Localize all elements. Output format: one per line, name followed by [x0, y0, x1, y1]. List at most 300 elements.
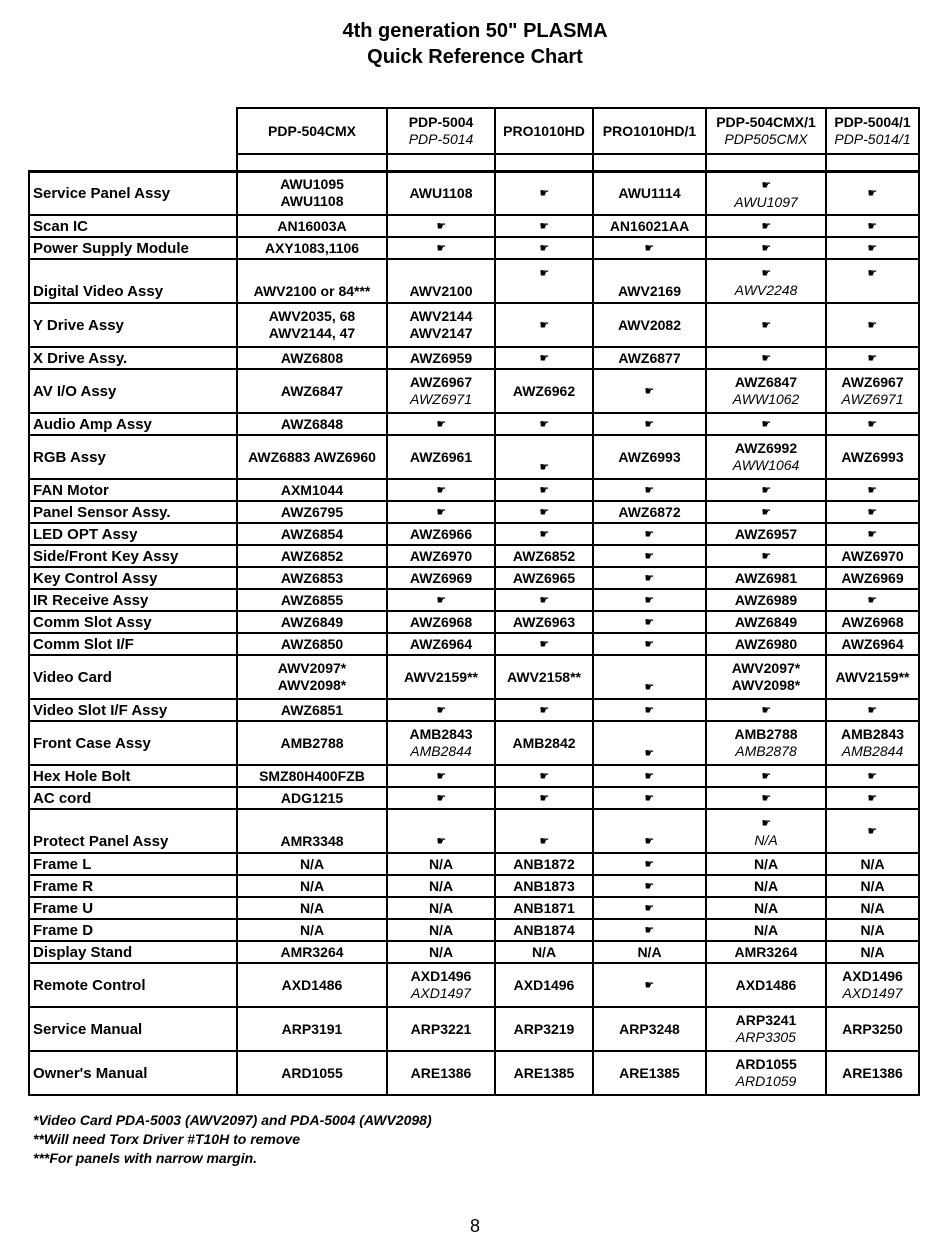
part-number: AN16021AA — [609, 217, 690, 234]
row-label: LED OPT Assy — [29, 523, 237, 545]
pointing-hand-icon: ☛ — [539, 834, 549, 848]
part-cell — [593, 479, 706, 501]
part-cell — [387, 479, 495, 501]
pointing-hand-icon: ☛ — [761, 177, 771, 192]
title-line-1: 4th generation 50" PLASMA — [342, 20, 608, 42]
part-cell — [237, 435, 387, 479]
pointing-hand-icon: ☛ — [761, 318, 771, 332]
part-cell — [495, 1051, 593, 1095]
part-number: AMB2842 — [512, 734, 576, 751]
row-label: Frame R — [29, 875, 237, 897]
part-number: AWZ6980 — [734, 635, 798, 652]
alt-part-number: AMB2844 — [841, 743, 904, 759]
part-cell — [237, 765, 387, 787]
part-number: AWZ6969 — [409, 569, 473, 586]
part-cell — [387, 919, 495, 941]
part-number: AWZ6964 — [841, 635, 904, 652]
part-number: ANB1873 — [513, 877, 575, 894]
part-number: AWV2035, 68 — [268, 308, 356, 324]
row-label: Video Card — [29, 655, 237, 699]
pointing-hand-icon: ☛ — [761, 549, 771, 563]
part-cell — [237, 963, 387, 1007]
pointing-hand-icon: ☛ — [761, 505, 771, 519]
part-cell — [706, 919, 826, 941]
part-number: AWZ6962 — [512, 382, 576, 399]
part-number: AWU1114 — [618, 184, 681, 201]
row-label: Audio Amp Assy — [29, 413, 237, 435]
part-cell — [706, 171, 826, 215]
part-number: AMB2788 — [734, 726, 798, 742]
part-cell — [593, 435, 706, 479]
part-cell — [387, 413, 495, 435]
table-row — [29, 369, 919, 413]
part-cell — [387, 941, 495, 963]
pointing-hand-icon: ☛ — [761, 703, 771, 717]
part-cell — [826, 897, 919, 919]
row-label: Protect Panel Assy — [29, 809, 237, 853]
part-number: AXD1496 — [513, 976, 575, 993]
part-cell — [387, 237, 495, 259]
pointing-hand-icon: ☛ — [436, 593, 446, 607]
part-number: N/A — [428, 943, 454, 960]
part-cell — [826, 303, 919, 347]
table-row — [29, 897, 919, 919]
pointing-hand-icon: ☛ — [644, 615, 655, 629]
part-number: N/A — [860, 855, 885, 872]
part-cell — [237, 259, 387, 303]
pointing-hand-icon: ☛ — [539, 219, 549, 233]
table-body — [29, 171, 919, 1095]
part-cell — [593, 523, 706, 545]
table-row — [29, 765, 919, 787]
part-number: AMB2843 — [840, 726, 905, 742]
alt-part-number: AWZ6971 — [841, 391, 904, 407]
part-cell — [826, 567, 919, 589]
part-cell — [593, 633, 706, 655]
part-cell — [237, 567, 387, 589]
footnote: ***For panels with narrow margin. — [33, 1150, 258, 1166]
part-cell — [706, 1051, 826, 1095]
part-cell — [237, 369, 387, 413]
part-cell — [593, 897, 706, 919]
part-number: N/A — [428, 899, 454, 916]
part-cell — [495, 303, 593, 347]
part-number: AWV2100 or 84*** — [253, 283, 371, 299]
part-cell — [593, 545, 706, 567]
part-cell — [495, 501, 593, 523]
part-number: AWZ6883 AWZ6960 — [248, 448, 376, 465]
part-cell — [495, 853, 593, 875]
table-row — [29, 479, 919, 501]
table-row — [29, 1007, 919, 1051]
part-cell — [826, 721, 919, 765]
alt-part-number: AWW1064 — [732, 457, 800, 473]
table-row — [29, 809, 919, 853]
column-header: PDP-5004 PDP-5014 — [387, 108, 495, 154]
part-cell — [826, 853, 919, 875]
part-number: ANB1871 — [513, 899, 575, 916]
part-number: AWV2147 — [409, 325, 473, 341]
part-number: AWZ6970 — [841, 547, 904, 564]
part-cell — [706, 413, 826, 435]
part-cell — [495, 567, 593, 589]
part-number: AWV2097* — [277, 660, 347, 676]
part-cell — [495, 369, 593, 413]
row-label: Hex Hole Bolt — [29, 765, 237, 787]
part-number: AWZ6981 — [734, 569, 798, 586]
part-cell — [706, 853, 826, 875]
table-row — [29, 567, 919, 589]
part-cell — [237, 787, 387, 809]
part-cell — [826, 215, 919, 237]
pointing-hand-icon: ☛ — [644, 549, 655, 563]
part-number: AWZ6959 — [409, 349, 473, 366]
part-number: AWZ6992 — [734, 440, 798, 456]
pointing-hand-icon: ☛ — [539, 505, 549, 519]
pointing-hand-icon: ☛ — [539, 593, 549, 607]
part-cell — [495, 655, 593, 699]
part-cell — [237, 875, 387, 897]
part-cell — [826, 633, 919, 655]
table-row — [29, 919, 919, 941]
part-number: AWZ6854 — [280, 525, 344, 542]
part-cell — [593, 699, 706, 721]
pointing-hand-icon: ☛ — [867, 318, 878, 332]
part-cell — [826, 171, 919, 215]
part-number: AWZ6808 — [280, 349, 344, 366]
part-number: ADG1215 — [280, 789, 344, 806]
pointing-hand-icon: ☛ — [436, 834, 446, 848]
part-number: AWZ6970 — [409, 547, 473, 564]
part-cell — [826, 369, 919, 413]
pointing-hand-icon: ☛ — [867, 791, 878, 805]
pointing-hand-icon: ☛ — [539, 241, 549, 255]
alt-part-number: N/A — [754, 831, 778, 848]
part-number: N/A — [753, 899, 779, 916]
row-label: Front Case Assy — [29, 721, 237, 765]
part-cell — [237, 633, 387, 655]
part-cell — [706, 633, 826, 655]
part-number: AN16003A — [277, 217, 347, 234]
part-number: AXD1496 — [842, 968, 903, 984]
part-number: AWZ6852 — [280, 547, 344, 564]
part-cell — [495, 963, 593, 1007]
row-label: X Drive Assy. — [29, 347, 237, 369]
part-cell — [387, 611, 495, 633]
part-number: AWZ6968 — [841, 613, 904, 630]
part-cell — [495, 941, 593, 963]
alt-part-number: AMB2844 — [410, 743, 472, 759]
table-row — [29, 501, 919, 523]
pointing-hand-icon: ☛ — [867, 351, 878, 365]
row-label: Y Drive Assy — [29, 303, 237, 347]
pointing-hand-icon: ☛ — [539, 703, 549, 717]
part-cell — [826, 479, 919, 501]
part-number: AWZ6795 — [280, 503, 344, 520]
pointing-hand-icon: ☛ — [867, 593, 878, 607]
part-cell — [237, 721, 387, 765]
part-cell — [495, 215, 593, 237]
part-cell — [706, 303, 826, 347]
part-cell — [387, 501, 495, 523]
row-label: Owner's Manual — [29, 1051, 237, 1095]
part-cell — [706, 567, 826, 589]
part-number: ARP3191 — [281, 1020, 343, 1037]
part-cell — [826, 611, 919, 633]
pointing-hand-icon: ☛ — [539, 483, 549, 497]
part-number: AXD1496 — [410, 968, 472, 984]
part-cell — [237, 215, 387, 237]
part-cell — [826, 523, 919, 545]
pointing-hand-icon: ☛ — [867, 527, 878, 541]
part-cell — [387, 765, 495, 787]
part-number: N/A — [753, 921, 779, 938]
part-cell — [387, 589, 495, 611]
part-number: AWZ6849 — [280, 613, 344, 630]
pointing-hand-icon: ☛ — [644, 703, 655, 717]
part-number: AWU1095 — [280, 176, 344, 193]
part-number: ANB1874 — [513, 921, 575, 938]
part-number: AWZ6852 — [512, 547, 576, 564]
part-cell — [387, 215, 495, 237]
part-cell — [237, 237, 387, 259]
part-cell — [237, 303, 387, 347]
table-row — [29, 611, 919, 633]
pointing-hand-icon: ☛ — [644, 571, 655, 585]
corner-blank — [29, 108, 237, 154]
part-number: AXD1486 — [281, 976, 343, 993]
part-cell — [237, 171, 387, 215]
pointing-hand-icon: ☛ — [644, 857, 655, 871]
pointing-hand-icon: ☛ — [761, 241, 771, 255]
part-cell — [593, 1007, 706, 1051]
row-label: Service Panel Assy — [29, 171, 237, 215]
part-number: AWZ6966 — [409, 525, 473, 542]
alt-part-number: AXD1497 — [411, 985, 471, 1001]
part-cell — [706, 479, 826, 501]
part-number: N/A — [299, 855, 325, 872]
part-number: AWZ6967 — [409, 374, 473, 390]
part-number: N/A — [860, 877, 885, 894]
part-cell — [495, 237, 593, 259]
part-number: N/A — [299, 899, 325, 916]
part-cell — [706, 941, 826, 963]
part-cell — [706, 875, 826, 897]
part-cell — [593, 1051, 706, 1095]
part-cell — [495, 611, 593, 633]
part-number: AWZ6965 — [512, 569, 576, 586]
part-number: N/A — [637, 943, 662, 960]
part-number: ARP3250 — [842, 1020, 903, 1037]
part-cell — [706, 721, 826, 765]
part-cell — [495, 259, 593, 303]
header-row — [29, 108, 919, 154]
table-row — [29, 941, 919, 963]
part-cell — [237, 545, 387, 567]
part-number: AWZ6848 — [280, 415, 344, 432]
column-header: PRO1010HD/1 — [593, 108, 706, 154]
part-cell — [593, 215, 706, 237]
part-cell — [495, 633, 593, 655]
part-cell — [593, 589, 706, 611]
part-number: AWZ6850 — [280, 635, 344, 652]
part-number: ARE1385 — [513, 1064, 575, 1081]
row-label: Frame L — [29, 853, 237, 875]
part-cell — [706, 611, 826, 633]
pointing-hand-icon: ☛ — [867, 824, 878, 838]
row-label: Frame U — [29, 897, 237, 919]
table-row — [29, 875, 919, 897]
row-label: FAN Motor — [29, 479, 237, 501]
part-cell — [706, 787, 826, 809]
part-number: AWZ6847 — [734, 374, 798, 390]
part-number: AWZ6872 — [618, 503, 681, 520]
row-label: Digital Video Assy — [29, 259, 237, 303]
table-row — [29, 589, 919, 611]
part-cell — [706, 259, 826, 303]
pointing-hand-icon: ☛ — [436, 417, 446, 431]
part-number: ARE1385 — [619, 1064, 680, 1081]
part-number: ARP3219 — [513, 1020, 575, 1037]
part-number: ANB1872 — [513, 855, 575, 872]
part-cell — [387, 699, 495, 721]
part-cell — [387, 303, 495, 347]
part-cell — [826, 237, 919, 259]
part-cell — [237, 853, 387, 875]
table-row — [29, 787, 919, 809]
row-label: RGB Assy — [29, 435, 237, 479]
pointing-hand-icon: ☛ — [867, 266, 878, 280]
part-number: AWU1108 — [409, 184, 473, 201]
part-cell — [593, 501, 706, 523]
row-label: Comm Slot Assy — [29, 611, 237, 633]
pointing-hand-icon: ☛ — [436, 241, 446, 255]
part-number: AWZ6847 — [280, 382, 344, 399]
part-cell — [593, 611, 706, 633]
part-number: AWZ6993 — [618, 448, 681, 465]
pointing-hand-icon: ☛ — [644, 978, 655, 992]
part-cell — [495, 919, 593, 941]
table-row — [29, 347, 919, 369]
part-number: AWZ6849 — [734, 613, 798, 630]
part-cell — [387, 963, 495, 1007]
column-header: PRO1010HD — [495, 108, 593, 154]
row-label: AC cord — [29, 787, 237, 809]
part-cell — [495, 897, 593, 919]
part-cell — [495, 721, 593, 765]
part-number: AWV2098* — [277, 677, 347, 693]
page-number: 8 — [469, 1216, 480, 1236]
part-cell — [826, 787, 919, 809]
row-label: Display Stand — [29, 941, 237, 963]
part-cell — [593, 963, 706, 1007]
header-spacer-row — [29, 154, 919, 171]
row-label: Remote Control — [29, 963, 237, 1007]
pointing-hand-icon: ☛ — [867, 505, 878, 519]
pointing-hand-icon: ☛ — [867, 417, 878, 431]
part-cell — [706, 1007, 826, 1051]
title-line-2: Quick Reference Chart — [367, 46, 583, 68]
part-number: N/A — [428, 855, 454, 872]
part-cell — [387, 347, 495, 369]
part-number: N/A — [531, 943, 557, 960]
part-cell — [826, 655, 919, 699]
part-number: AWZ6877 — [618, 349, 681, 366]
pointing-hand-icon: ☛ — [539, 637, 549, 651]
table-row — [29, 237, 919, 259]
part-cell — [706, 347, 826, 369]
pointing-hand-icon: ☛ — [539, 266, 549, 280]
part-cell — [495, 1007, 593, 1051]
column-header: PDP-504CMX/1 PDP505CMX — [706, 108, 826, 154]
part-number: ARP3248 — [619, 1020, 680, 1037]
part-number: ARE1386 — [842, 1064, 903, 1081]
pointing-hand-icon: ☛ — [644, 879, 655, 893]
part-cell — [387, 721, 495, 765]
table-row — [29, 545, 919, 567]
part-cell — [826, 545, 919, 567]
table-row — [29, 853, 919, 875]
part-cell — [706, 501, 826, 523]
pointing-hand-icon: ☛ — [436, 483, 446, 497]
part-number: N/A — [299, 877, 325, 894]
part-cell — [826, 809, 919, 853]
part-number: AWZ6963 — [512, 613, 576, 630]
pointing-hand-icon: ☛ — [644, 417, 655, 431]
part-cell — [826, 413, 919, 435]
row-label: Key Control Assy — [29, 567, 237, 589]
alt-part-number: AWU1097 — [734, 193, 798, 210]
pointing-hand-icon: ☛ — [867, 769, 878, 783]
part-cell — [495, 809, 593, 853]
part-number: AWZ6968 — [409, 613, 473, 630]
pointing-hand-icon: ☛ — [867, 219, 878, 233]
row-label: Scan IC — [29, 215, 237, 237]
part-cell — [706, 237, 826, 259]
pointing-hand-icon: ☛ — [644, 241, 655, 255]
alt-part-number: AWZ6971 — [410, 391, 472, 407]
part-cell — [826, 1007, 919, 1051]
pointing-hand-icon: ☛ — [539, 417, 549, 431]
part-cell — [387, 567, 495, 589]
part-cell — [387, 655, 495, 699]
part-cell — [495, 413, 593, 435]
part-number: AWZ6855 — [280, 591, 344, 608]
part-number: N/A — [860, 943, 885, 960]
pointing-hand-icon: ☛ — [644, 384, 655, 398]
part-cell — [237, 479, 387, 501]
pointing-hand-icon: ☛ — [644, 834, 655, 848]
part-number: AXY1083,1106 — [264, 239, 360, 256]
part-cell — [593, 875, 706, 897]
row-label: Video Slot I/F Assy — [29, 699, 237, 721]
part-cell — [237, 347, 387, 369]
pointing-hand-icon: ☛ — [644, 769, 655, 783]
row-label: Panel Sensor Assy. — [29, 501, 237, 523]
part-cell — [495, 765, 593, 787]
part-cell — [237, 611, 387, 633]
part-number: SMZ80H400FZB — [259, 767, 365, 784]
part-cell — [495, 589, 593, 611]
part-cell — [593, 853, 706, 875]
part-cell — [237, 897, 387, 919]
pointing-hand-icon: ☛ — [644, 680, 655, 694]
part-cell — [593, 941, 706, 963]
part-cell — [593, 655, 706, 699]
part-cell — [387, 1051, 495, 1095]
part-cell — [826, 347, 919, 369]
table-row — [29, 1051, 919, 1095]
